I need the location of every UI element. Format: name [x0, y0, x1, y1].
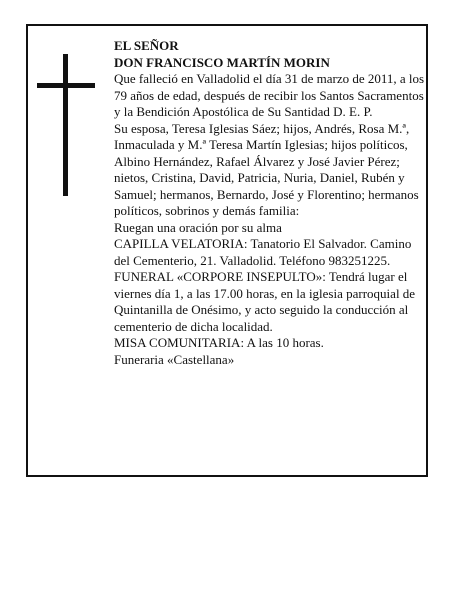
chapel-info: CAPILLA VELATORIA: Tanatorio El Salvador. Camino del Cementerio, 21. Valladolid. Teléfono 983251225. — [114, 236, 412, 268]
funeral-info: FUNERAL «CORPORE INSEPULTO»: Tendrá lugar el viernes día 1, a las 17.00 horas, en la iglesia parroquial de Quintanilla de Onésimo, y acto seguido la conducción al cementerio de dicha localidad. — [114, 269, 416, 334]
funeral-home: Funeraria «Castellana» — [114, 351, 235, 367]
obituary-text — [114, 38, 426, 368]
mass-info: MISA COMUNITARIA: A las 10 horas. — [114, 335, 324, 350]
prayer-request: Ruegan una oración por su alma — [114, 219, 282, 235]
death-notice: Que falleció en Valladolid el día 31 de marzo de 2011, a los 79 años de edad, después de recibir los Santos Sacramentos y la Bendición Apostólica de Su Santidad D. E. P. — [114, 71, 425, 119]
family-list: Su esposa, Teresa Iglesias Sáez; hijos, Andrés, Rosa M.ª, Inmaculada y M.ª Teresa Martín Iglesias; hijos políticos, Albino Hernández, Rafael Álvarez y José Javier Pérez; nietos, Cristina, David, Patricia, Nuria, Daniel, Rubén y Samuel; hermanos, Bernardo, José y Florentino; hermanos políticos, sobrinos y demás familia: — [114, 120, 419, 218]
obituary-heading: EL SEÑOR — [114, 38, 179, 53]
latin-cross-icon — [37, 54, 95, 196]
deceased-name: DON FRANCISCO MARTÍN MORIN — [114, 54, 330, 70]
